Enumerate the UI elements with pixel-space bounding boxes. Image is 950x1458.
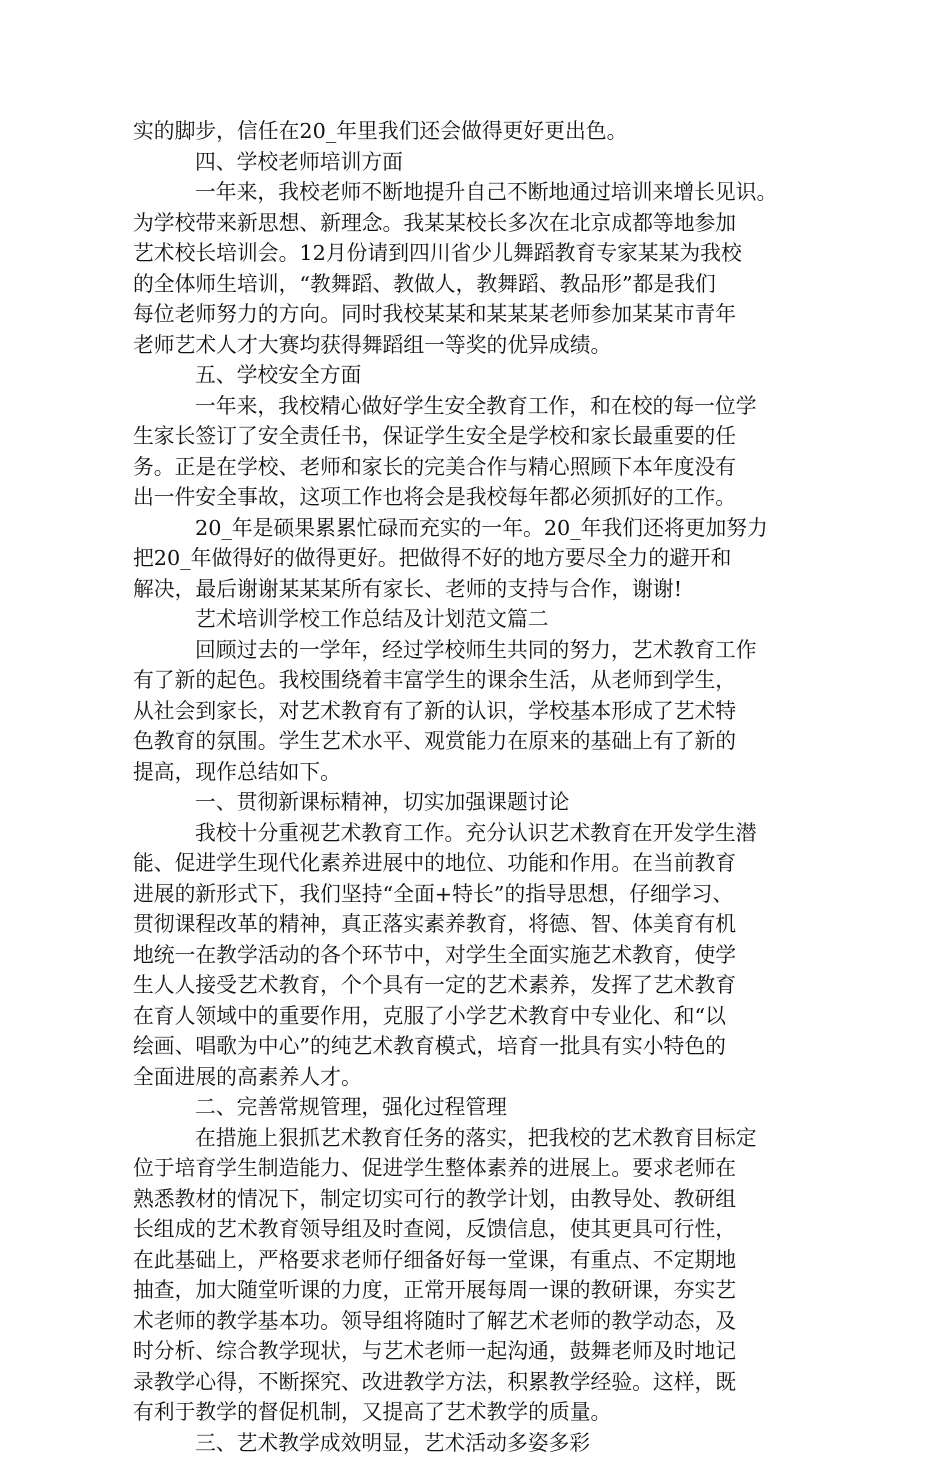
text-line: 实的脚步，信任在20_年里我们还会做得更好更出色。 [133,116,823,147]
text-line: 从社会到家长，对艺术教育有了新的认识，学校基本形成了艺术特 [133,696,823,727]
text-line: 五、学校安全方面 [133,360,823,391]
text-line: 回顾过去的一学年，经过学校师生共同的努力，艺术教育工作 [133,635,823,666]
text-line: 绘画、唱歌为中心”的纯艺术教育模式，培育一批具有实小特色的 [133,1031,823,1062]
text-line: 为学校带来新思想、新理念。我某某校长多次在北京成都等地参加 [133,208,823,239]
text-line: 20_年是硕果累累忙碌而充实的一年。20_年我们还将更加努力 [133,513,823,544]
text-line: 有了新的起色。我校围绕着丰富学生的课余生活，从老师到学生， [133,665,823,696]
text-line: 在此基础上，严格要求老师仔细备好每一堂课，有重点、不定期地 [133,1245,823,1276]
text-line: 出一件安全事故，这项工作也将会是我校每年都必须抓好的工作。 [133,482,823,513]
text-line: 进展的新形式下，我们坚持“全面+特长”的指导思想，仔细学习、 [133,879,823,910]
text-line: 时分析、综合教学现状，与艺术老师一起沟通，鼓舞老师及时地记 [133,1336,823,1367]
text-line: 全面进展的高素养人才。 [133,1062,823,1093]
text-line: 一年来，我校老师不断地提升自己不断地通过培训来增长见识。 [133,177,823,208]
text-line: 在措施上狠抓艺术教育任务的落实，把我校的艺术教育目标定 [133,1123,823,1154]
text-line: 解决，最后谢谢某某某所有家长、老师的支持与合作，谢谢! [133,574,823,605]
text-line: 一、贯彻新课标精神，切实加强课题讨论 [133,787,823,818]
text-line: 有利于教学的督促机制，又提高了艺术教学的质量。 [133,1397,823,1428]
text-line: 艺术培训学校工作总结及计划范文篇二 [133,604,823,635]
text-line: 能、促进学生现代化素养进展中的地位、功能和作用。在当前教育 [133,848,823,879]
text-line: 长组成的艺术教育领导组及时查阅，反馈信息，使其更具可行性， [133,1214,823,1245]
text-line: 我校十分重视艺术教育工作。充分认识艺术教育在开发学生潜 [133,818,823,849]
text-line: 老师艺术人才大赛均获得舞蹈组一等奖的优异成绩。 [133,330,823,361]
text-line: 在育人领域中的重要作用，克服了小学艺术教育中专业化、和“以 [133,1001,823,1032]
text-line: 术老师的教学基本功。领导组将随时了解艺术老师的教学动态，及 [133,1306,823,1337]
document-body [133,116,823,1458]
text-line: 位于培育学生制造能力、促进学生整体素养的进展上。要求老师在 [133,1153,823,1184]
text-line: 地统一在教学活动的各个环节中，对学生全面实施艺术教育，使学 [133,940,823,971]
text-line: 录教学心得，不断探究、改进教学方法，积累教学经验。这样，既 [133,1367,823,1398]
text-line: 生家长签订了安全责任书，保证学生安全是学校和家长最重要的任 [133,421,823,452]
text-line: 三、艺术教学成效明显，艺术活动多姿多彩 [133,1428,823,1458]
text-line: 贯彻课程改革的精神，真正落实素养教育，将德、智、体美育有机 [133,909,823,940]
text-line: 务。正是在学校、老师和家长的完美合作与精心照顾下本年度没有 [133,452,823,483]
text-line: 抽查，加大随堂听课的力度，正常开展每周一课的教研课，夯实艺 [133,1275,823,1306]
text-line: 一年来，我校精心做好学生安全教育工作，和在校的每一位学 [133,391,823,422]
text-line: 提高，现作总结如下。 [133,757,823,788]
text-line: 的全体师生培训，“教舞蹈、教做人，教舞蹈、教品形”都是我们 [133,269,823,300]
text-line: 艺术校长培训会。12月份请到四川省少儿舞蹈教育专家某某为我校 [133,238,823,269]
text-line: 每位老师努力的方向。同时我校某某和某某某老师参加某某市青年 [133,299,823,330]
text-line: 生人人接受艺术教育，个个具有一定的艺术素养，发挥了艺术教育 [133,970,823,1001]
text-line: 二、完善常规管理，强化过程管理 [133,1092,823,1123]
text-line: 色教育的氛围。学生艺术水平、观赏能力在原来的基础上有了新的 [133,726,823,757]
text-line: 熟悉教材的情况下，制定切实可行的教学计划，由教导处、教研组 [133,1184,823,1215]
text-line: 四、学校老师培训方面 [133,147,823,178]
text-line: 把20_年做得好的做得更好。把做得不好的地方要尽全力的避开和 [133,543,823,574]
